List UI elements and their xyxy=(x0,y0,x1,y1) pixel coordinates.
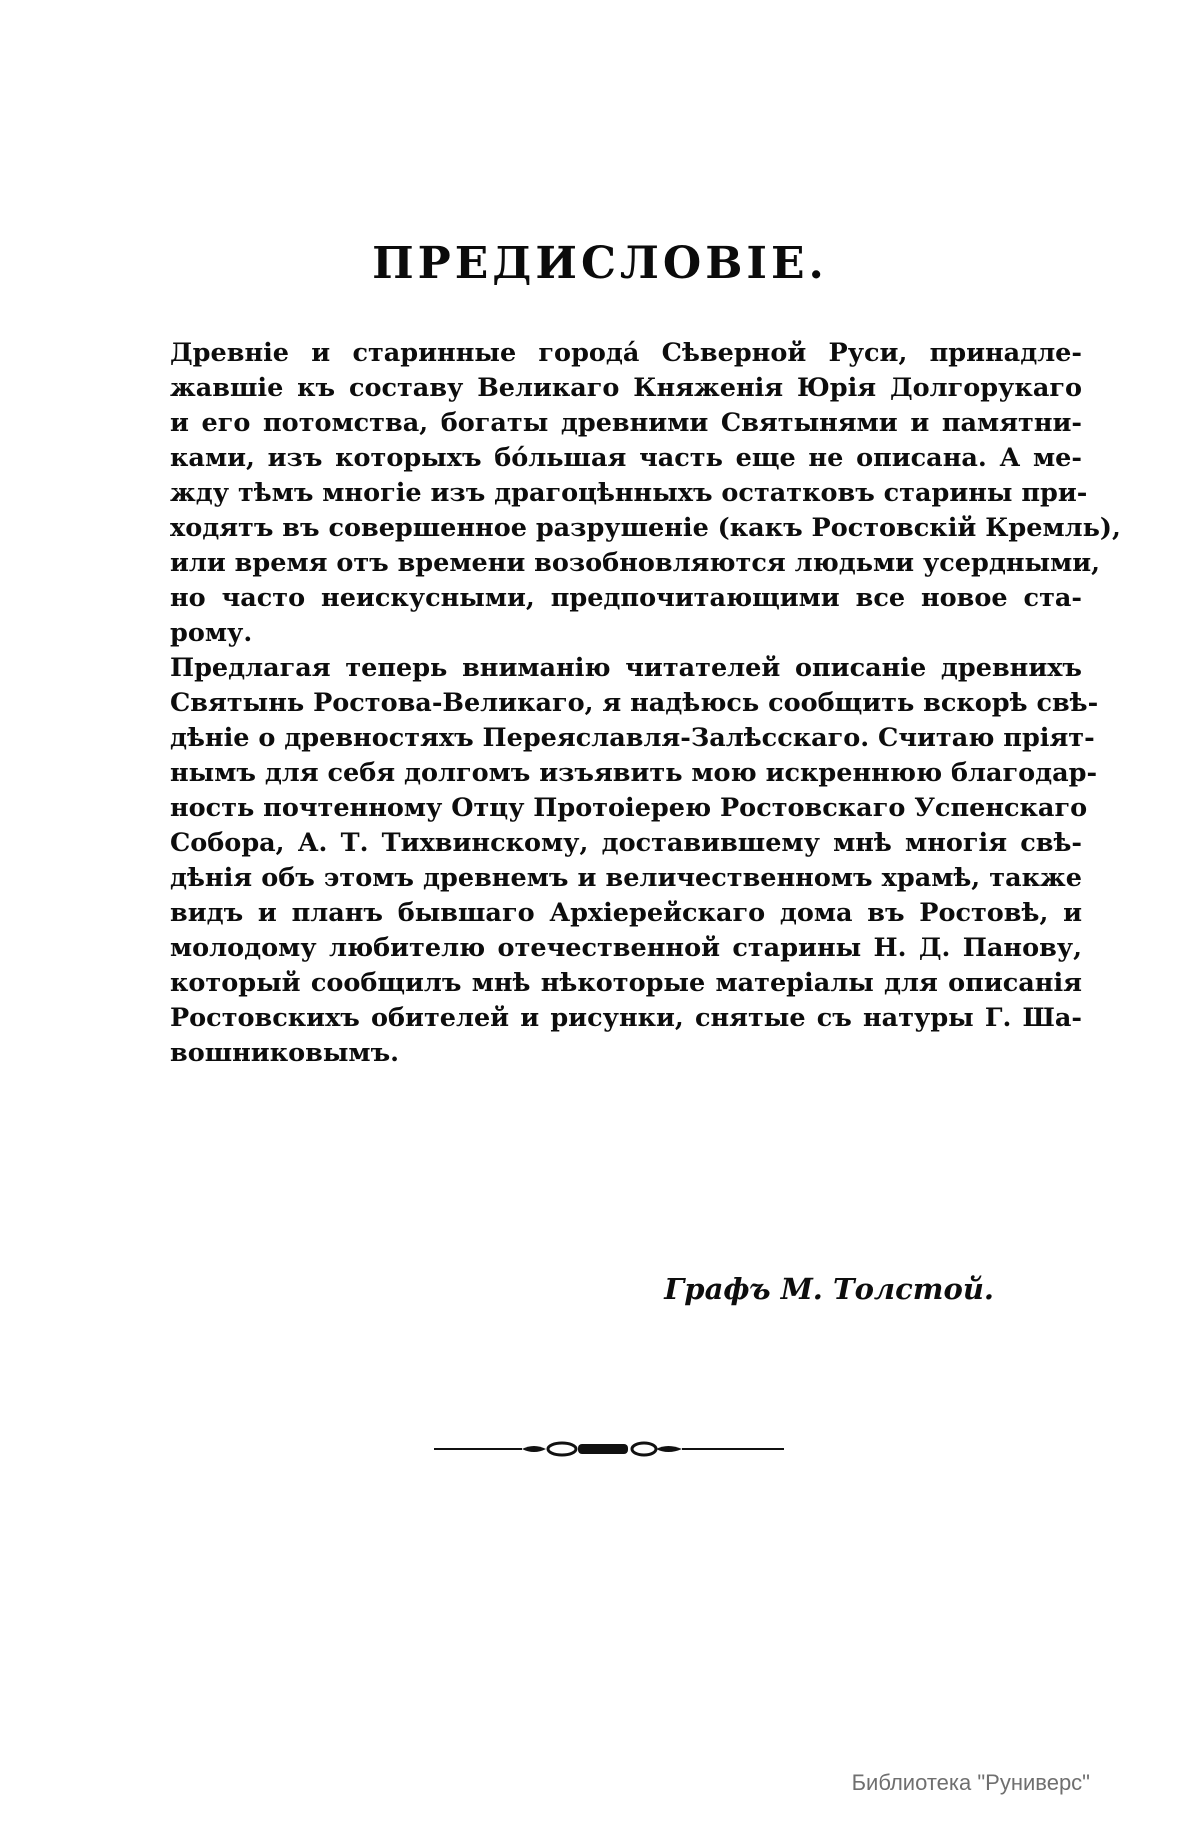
text-line: Собора, А. Т. Тихвинскому, доставившему мнѣ многія свѣ- xyxy=(170,828,1082,858)
text-line: ками, изъ которыхъ бо́льшая часть еще не описана. А ме- xyxy=(170,443,1082,473)
text-line: нымъ для себя долгомъ изъявить мою искреннюю благодар- xyxy=(170,758,1098,788)
library-watermark: Библиотека "Руниверс" xyxy=(851,1770,1090,1795)
text-line: или время отъ времени возобновляются людьми усердными, xyxy=(170,548,1101,578)
text-line: дѣніе о древностяхъ Переяславля-Залѣсскаго. Считаю пріят- xyxy=(170,723,1095,753)
text-line: ходятъ въ совершенное разрушеніе (какъ Ростовскій Кремль), xyxy=(170,513,1121,543)
text-line: но часто неискусными, предпочитающими все новое ста- xyxy=(170,583,1082,613)
text-line: жду тѣмъ многіе изъ драгоцѣнныхъ остатковъ старины при- xyxy=(170,478,1088,508)
text-line: молодому любителю отечественной старины Н. Д. Панову, xyxy=(170,933,1082,963)
text-line: видъ и планъ бывшаго Архіерейскаго дома въ Ростовѣ, и xyxy=(170,898,1082,928)
text-line: вошниковымъ. xyxy=(170,1038,400,1068)
paragraph-2 xyxy=(168,651,1099,1071)
text-line: который сообщилъ мнѣ нѣкоторые матеріалы для описанія xyxy=(170,968,1082,998)
paragraph-1 xyxy=(168,336,1121,651)
ornament-divider-icon xyxy=(434,1438,784,1460)
text-line: Святынь Ростова-Великаго, я надѣюсь сообщить вскорѣ свѣ- xyxy=(170,688,1099,718)
text-line: ность почтенному Отцу Протоіерею Ростовскаго Успенскаго xyxy=(170,793,1088,823)
text-line: жавшіе къ составу Великаго Княженія Юрія Долгорукаго xyxy=(170,373,1082,403)
author-signature: Графъ М. Толстой. xyxy=(664,1272,994,1306)
text-line: и его потомства, богаты древними Святынями и памятни- xyxy=(170,408,1082,438)
body-text xyxy=(168,336,1121,1071)
text-line: Предлагая теперь вниманію читателей описаніе древнихъ xyxy=(170,653,1082,683)
text-line: Ростовскихъ обителей и рисунки, снятые съ натуры Г. Ша- xyxy=(170,1003,1082,1033)
text-line: дѣнія объ этомъ древнемъ и величественномъ храмѣ, также xyxy=(170,863,1082,893)
text-line: рому. xyxy=(170,618,253,648)
page-title: ПРЕДИСЛОВІЕ. xyxy=(372,238,828,289)
text-line: Древніе и старинные города́ Сѣверной Руси, принадле- xyxy=(170,338,1082,368)
